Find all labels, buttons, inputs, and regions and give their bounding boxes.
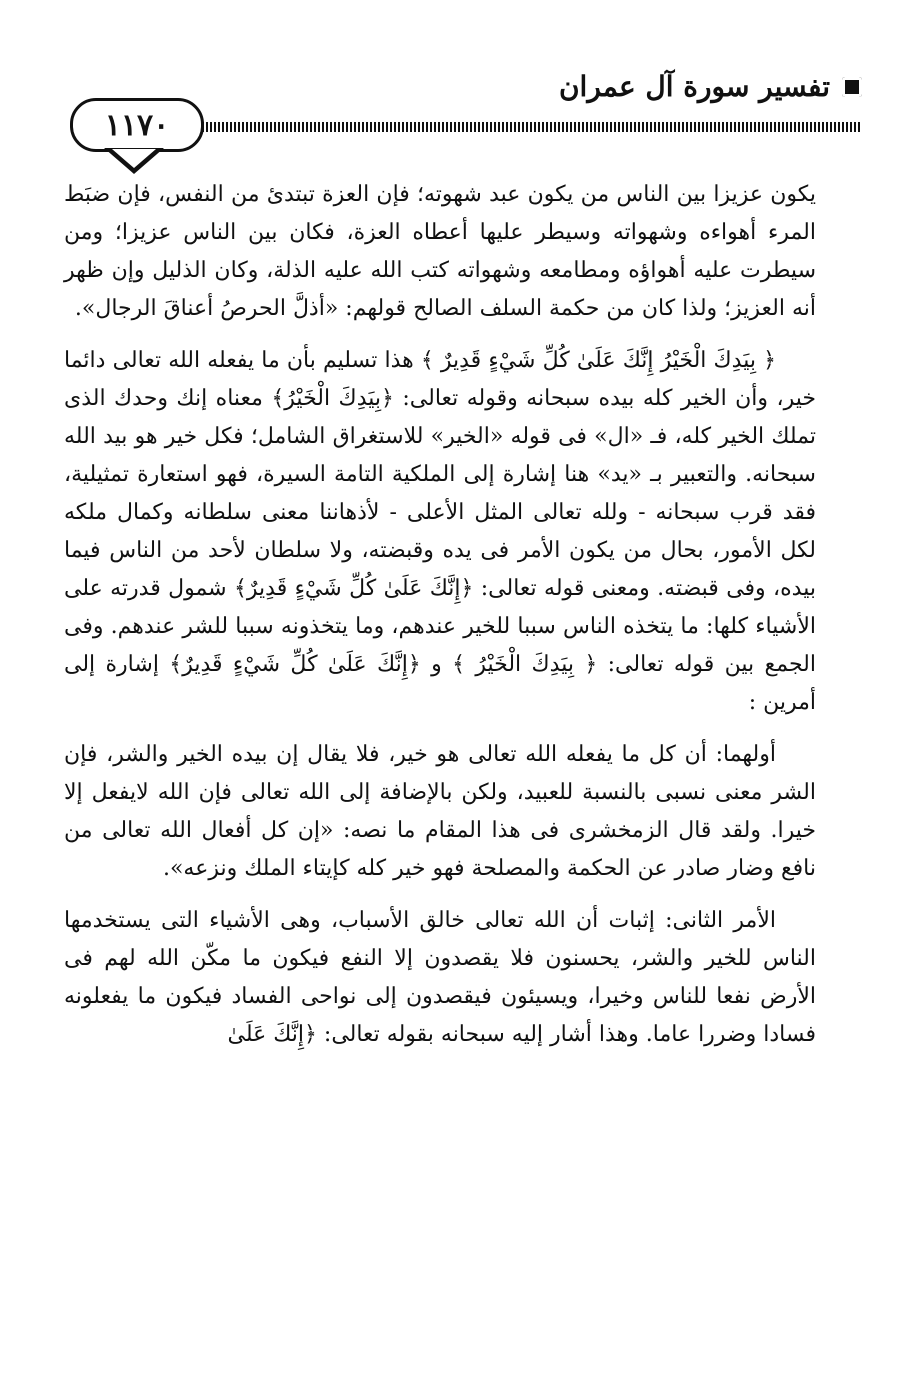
header-rule xyxy=(190,122,862,132)
ornament-icon xyxy=(842,77,862,97)
page-number-badge xyxy=(60,98,210,174)
ribbon-inner-icon xyxy=(112,149,156,168)
page-header xyxy=(60,60,862,170)
paragraph: الأمر الثانى: إثبات أن الله تعالى خالق الأسباب، وهى الأشياء التى يستخدمها الناس للخير والشر، يحسنون فلا يقصدون إلا النفع فيكون ما مكّن الله لهم فى الأرض نفعا للناس وخيرا، ويسيئون فيقصدون إلى نواحى الفساد فيكون ما يفعلونه فسادا وضررا عاما. وهذا أشار إليه سبحانه بقوله تعالى: ﴿إِنَّكَ عَلَىٰ xyxy=(64,908,816,1047)
body-text xyxy=(64,176,816,1068)
page-number: ١١٧٠ xyxy=(70,98,204,152)
running-title xyxy=(559,70,862,103)
paragraph: أولهما: أن كل ما يفعله الله تعالى هو خير، فلا يقال إن بيده الخير والشر، فإن الشر معنى نسبى بالنسبة للعبيد، ولكن بالإضافة إلى الله تعالى فإن الله لايفعل إلا خيرا. ولقد قال الزمخشرى فى هذا المقام ما نصه: «إن كل أفعال الله تعالى من نافع وضار صادر عن الحكمة والمصلحة فهو خير كله كإيتاء الملك ونزعه». xyxy=(64,742,816,881)
running-title-text: تفسير سورة آل عمران xyxy=(558,70,830,103)
paragraph: ﴿ بِيَدِكَ الْخَيْرُ إِنَّكَ عَلَىٰ كُلِّ شَيْءٍ قَدِيرٌ ﴾ هذا تسليم بأن ما يفعله الله تعالى دائما خير، وأن الخير كله بيده سبحانه وقوله تعالى: ﴿بِيَدِكَ الْخَيْرُ﴾ معناه إنك وحدك الذى تملك الخير كله، فـ «ال» فى قوله «الخير» للاستغراق الشامل؛ فكل خير هو بيد الله سبحانه. والتعبير بـ «يد» هنا إشارة إلى الملكية التامة السيرة، فهو استعارة تمثيلية، فقد قرب سبحانه - ولله تعالى المثل الأعلى - لأذهاننا معنى سلطانه وكمال ملكه لكل الأمور، بحال من يكون الأمر فى يده وقبضته، ولا سلطان لأحد من الناس فيما بيده، وفى قبضته. ومعنى قوله تعالى: ﴿إِنَّكَ عَلَىٰ كُلِّ شَيْءٍ قَدِيرٌ﴾ شمول قدرته على الأشياء كلها: ما يتخذه الناس سببا للخير عندهم، وما يتخذونه سببا للشر عندهم. وفى الجمع بين قوله تعالى: ﴿ بِيَدِكَ الْخَيْرُ ﴾ و ﴿إِنَّكَ عَلَىٰ كُلِّ شَيْءٍ قَدِيرٌ﴾ إشارة إلى أمرين : xyxy=(64,348,816,715)
paragraph: يكون عزيزا بين الناس من يكون عبد شهوته؛ فإن العزة تبتدئ من النفس، فإن ضبَط المرء أهواءه وشهواته وسيطر عليها أعطاه العزة، فكان بين الناس عزيزا؛ ومن سيطرت عليه أهواؤه ومطامعه وشهواته كتب الله عليه الذلة، وكان الذليل وإن ظهر أنه العزيز؛ ولذا كان من حكمة السلف الصالح قولهم: «أذلَّ الحرصُ أعناقَ الرجال». xyxy=(64,182,816,321)
